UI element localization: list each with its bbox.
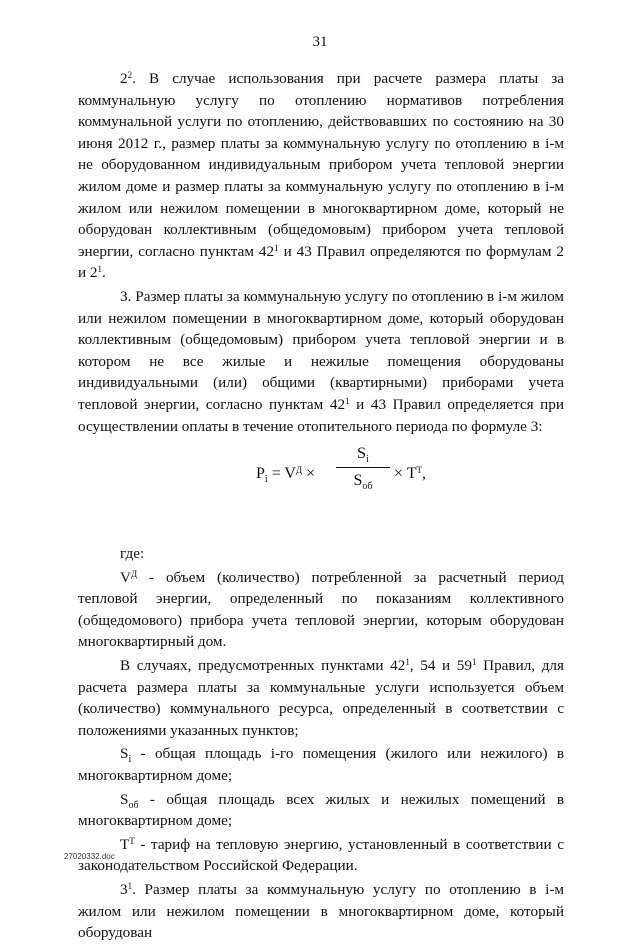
file-name-footer: 27020332.doc [64,852,115,861]
spacer [78,515,564,543]
definition-text: - тариф на тепловую энергию, установленный в соответствии с законодательством Российской Федерации. [78,835,564,875]
denominator-subscript: об [362,480,373,492]
reference-superscript: 1 [471,657,477,668]
denominator-symbol: S [353,471,363,489]
reference-superscript: 1 [405,657,410,668]
paragraph-text: Правил, для расчета размера платы за коммунальные услуги используется объем (количество) коммунального ресурса, определенный в соответствии с положениями указанных пунктов; [78,657,564,739]
paragraph-text: и 43 Правил определяются по формулам 2 и 2 [78,242,564,282]
formula-superscript: T [416,465,423,476]
definition-subscript: i [128,754,132,766]
definition-subscript: об [128,799,139,811]
paragraph-text: , 54 и 59 [409,657,472,675]
clause-number-superscript: 1 [127,881,133,891]
clause-number: 2 [120,70,128,87]
definition-si [78,743,564,786]
formula-3 [78,441,564,507]
paragraph-text: . Размер платы за коммунальную услугу по отоплению в i-м жилом или нежилом помещении в многоквартирном доме, который оборудован [78,881,564,942]
formula-symbol-p: P [256,465,265,483]
paragraph-2-2 [78,68,564,284]
definition-symbol: S [120,745,129,763]
formula-superscript: Д [295,465,303,476]
paragraph-3-1 [78,879,564,944]
definition-sob [78,789,564,832]
definition-v [78,567,564,653]
where-label: где: [120,545,145,563]
fraction-numerator [336,443,390,468]
formula-comma: , [422,465,427,483]
paragraph-text: . [102,264,106,282]
formula-left-side [256,463,315,485]
paragraph-text: 3. Размер платы за коммунальную услугу по отоплению в i-м жилом или нежилом помещении в многоквартирном доме, который оборудован коллективным (общедомовым) прибором учета тепловой энергии и в котором не все жилые и нежилые помещения оборудованы индивидуальными (или) общими (квартирными) приборами учета тепловой энергии, согласно пунктам 42 [78,287,564,413]
definition-superscript: T [129,835,135,846]
clause-number: 3 [120,881,128,898]
formula-subscript: i [264,474,268,486]
definition-symbol: T [120,835,130,853]
definition-symbol: V [120,568,131,586]
formula-right-side [394,463,426,485]
reference-superscript: 1 [345,395,350,406]
paragraph-cases [78,655,564,741]
document-body [78,68,564,946]
numerator-symbol: S [357,445,367,463]
reference-superscript: 1 [97,264,103,275]
definition-text: - объем (количество) потребленной за расчетный период тепловой энергии, определенный по показаниям коллективного (общедомового) прибора учета тепловой энергии, которым оборудован многоквартирный дом. [78,568,564,651]
page-number: 31 [312,34,328,50]
definition-superscript: Д [130,568,138,579]
fraction-denominator [336,468,390,492]
paragraph-3 [78,286,564,437]
reference-superscript: 1 [274,242,279,253]
definition-symbol: S [120,790,129,808]
formula-times: × [302,465,316,483]
formula-times-t: × T [394,465,417,483]
formula-fraction [336,443,390,491]
paragraph-text: . В случае использования при расчете размера платы за коммунальную услугу по отоплению нормативов потребления коммунальной услуги по отоплению, действовавших по состоянию на 30 июня 2012 г., размер платы за коммунальную услугу по отоплению в i-м не оборудованном индивидуальным прибором учета тепловой энергии жилом доме и размер платы за коммунальную услугу по отоплению в i-м жилом или нежилом помещении в многоквартирном доме, который не оборудован коллективным (общедомовым) прибором учета тепловой энергии, согласно пунктам 42 [78,70,564,260]
definition-text: - общая площадь i-го помещения (жилого или нежилого) в многоквартирном доме; [78,745,564,785]
paragraph-text: и 43 Правил определяется при осуществлении оплаты в течение отопительного периода по формуле 3: [78,395,564,435]
definition-t [78,834,564,877]
clause-number-superscript: 2 [127,70,133,80]
paragraph-text: В случаях, предусмотренных пунктами 42 [120,657,406,675]
definition-text: - общая площадь всех жилых и нежилых помещений в многоквартирном доме; [78,790,564,830]
numerator-subscript: i [366,454,369,466]
formula-equals-v: = V [267,465,296,483]
